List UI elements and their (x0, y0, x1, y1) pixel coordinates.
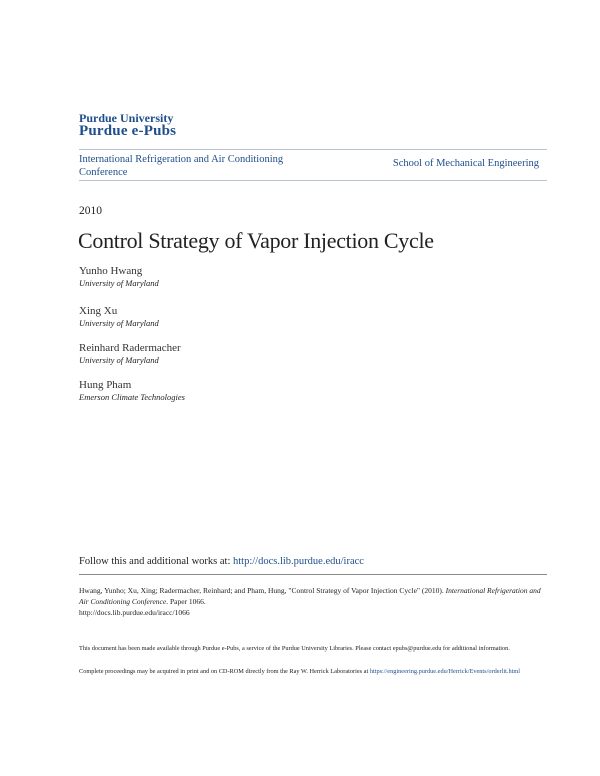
citation-paper-number: . Paper 1066. (166, 597, 206, 606)
citation-block (79, 585, 549, 618)
author-block (79, 305, 159, 329)
proceedings-notice (79, 667, 549, 677)
follow-text: Follow this and additional works at: (79, 556, 233, 567)
proceedings-text: Complete proceedings may be acquired in print and on CD-ROM directly from the Ray W. Herrick Laboratories at (79, 668, 370, 675)
divider-rule (79, 574, 547, 575)
availability-notice: This document has been made available through Purdue e-Pubs, a service of the Purdue University Libraries. Please contact epubs@purdue.edu for additional information. (79, 645, 510, 652)
institution-name[interactable]: Purdue University (79, 111, 174, 125)
citation-url[interactable]: http://docs.lib.purdue.edu/iracc/1066 (79, 608, 190, 617)
author-block (79, 379, 185, 403)
citation-authors: Hwang, Yunho; Xu, Xing; Radermacher, Reinhard; and Pham, Hung, "Control Strategy of Vapor Injection Cycle" (2010). (79, 586, 446, 595)
author-name: Xing Xu (79, 305, 118, 317)
follow-link[interactable]: http://docs.lib.purdue.edu/iracc (233, 556, 364, 567)
publication-year: 2010 (79, 205, 102, 217)
author-block (79, 265, 159, 289)
author-name: Reinhard Radermacher (79, 342, 181, 354)
author-affiliation: University of Maryland (79, 278, 159, 288)
follow-line (79, 556, 364, 567)
paper-title: Control Strategy of Vapor Injection Cycle (78, 228, 434, 253)
collection-link-school[interactable]: School of Mechanical Engineering (392, 158, 539, 169)
citation-venue: International Refrigeration and Air Conditioning Conference (79, 586, 541, 606)
author-affiliation: Emerson Climate Technologies (79, 392, 185, 402)
collection-link-conference[interactable]: International Refrigeration and Air Conditioning Conference (79, 154, 284, 178)
repository-name[interactable]: Purdue e-Pubs (79, 123, 177, 139)
author-name: Hung Pham (79, 379, 132, 391)
author-name: Yunho Hwang (79, 265, 143, 277)
proceedings-link[interactable]: https://engineering.purdue.edu/Herrick/Events/orderlit.html (369, 668, 521, 675)
author-affiliation: University of Maryland (79, 318, 159, 328)
author-affiliation: University of Maryland (79, 355, 159, 365)
author-block (79, 342, 181, 366)
collection-bar (79, 149, 547, 181)
